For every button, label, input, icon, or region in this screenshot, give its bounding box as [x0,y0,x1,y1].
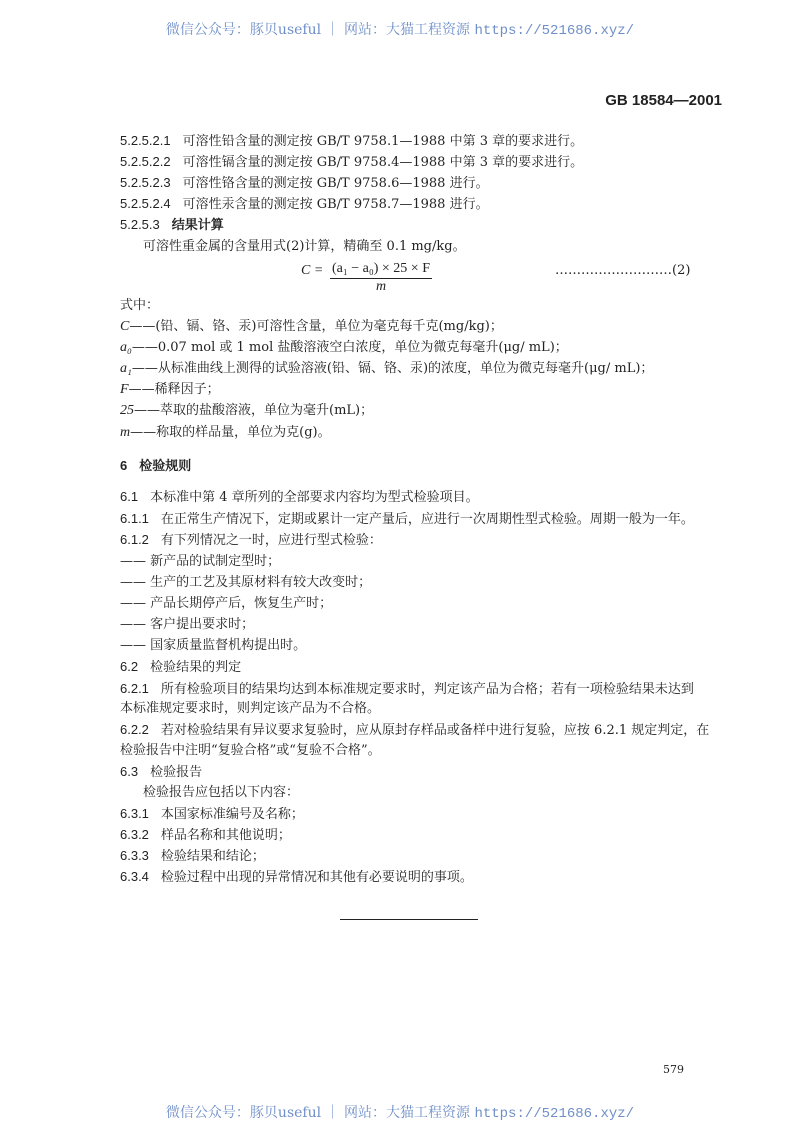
variable-symbol: a₀ [120,340,132,355]
variable-symbol: C [120,319,130,334]
formula-label: ………………………(2) [555,263,691,278]
clause-text: 可溶性铅含量的测定按 GB/T 9758.1—1988 中第 3 章的要求进行。 [182,134,584,149]
watermark-bottom [0,1102,800,1122]
variable-definition: ——萃取的盐酸溶液，单位为毫升(mL)； [134,403,374,418]
variable-symbol: a₁ [120,361,132,376]
clause-number: 6.1.2 [120,532,149,547]
text-line [120,340,568,356]
end-rule [340,919,478,920]
clause-number: 6.3.4 [120,869,149,884]
clause-number: 5.2.5.3 [120,217,160,232]
variable-symbol: m [120,425,131,440]
clause-text: 本标准规定要求时，则判定该产品为不合格。 [120,701,381,716]
watermark-url[interactable]: https://521686.xyz/ [474,23,635,39]
clause-number: 5.2.5.2.1 [120,133,171,148]
text-line [120,806,304,823]
text-line [120,659,241,676]
variable-symbol: 25 [120,403,134,418]
list-item: —— 生产的工艺及其原材料有较大改变时； [120,575,372,590]
clause-text: 检验结果和结论； [160,849,265,864]
text-line [120,575,371,591]
text-line [120,596,332,612]
clause-text: 可溶性铬含量的测定按 GB/T 9758.6—1988 进行。 [182,176,489,191]
text-line [120,764,202,781]
watermark-text: 微信公众号：豚贝useful ｜ 网站：大猫工程资源 [165,1105,475,1121]
clause-text: 检验报告 [150,765,203,780]
clause-number: 5.2.5.2.3 [120,175,171,190]
watermark-top [0,19,800,39]
clause-text: 可溶性镉含量的测定按 GB/T 9758.4—1988 中第 3 章的要求进行。 [182,155,584,170]
text-line [143,239,466,255]
text-line [120,298,159,314]
formula-denominator: m [375,279,387,294]
clause-number: 5.2.5.2.2 [120,154,171,169]
variable-definition: ——0.07 mol 或 1 mol 盐酸溶液空白浓度，单位为微克每毫升(μg/ mL)； [131,340,568,355]
list-item: —— 国家质量监督机构提出时。 [120,638,307,653]
clause-text: 本国家标准编号及名称； [160,807,304,822]
section-title: 检验规则 [139,459,192,474]
text-line [120,617,254,633]
standard-number-header: GB 18584—2001 [605,92,722,109]
text-line [120,511,694,528]
clause-number: 5.2.5.2.4 [120,196,171,211]
variable-definition: ——稀释因子； [128,382,220,397]
text-line [120,681,694,698]
formula-numerator: (a₁ − a₀) × 25 × F [330,261,432,279]
clause-text: 若对检验结果有异议要求复验时，应从原封存样品或备样中进行复验，应按 6.2.1 规定判定，在 [160,723,710,738]
text-line [120,175,489,192]
intro-text: 可溶性重金属的含量用式(2)计算，精确至 0.1 mg/kg。 [143,239,466,254]
clause-text: 检验过程中出现的异常情况和其他有必要说明的事项。 [160,870,473,885]
text-line [120,827,291,844]
clause-number: 6.2.2 [120,722,149,737]
text-line [120,743,381,759]
clause-text: 检验报告中注明“复验合格”或“复验不合格”。 [120,743,381,758]
formula-fraction [330,261,432,295]
clause-number: 6.3.2 [120,827,149,842]
clause-text: 结果计算 [171,218,224,233]
text-line [120,869,473,886]
text-line [120,196,489,213]
clause-text: 样品名称和其他说明； [160,828,291,843]
clause-number: 6.2 [120,659,139,674]
text-line [120,554,280,570]
variable-definition: ——从标准曲线上测得的试验溶液(铅、镉、铬、汞)的浓度，单位为微克每毫升(μg/ mL)； [131,361,654,376]
variable-symbol: F [120,382,129,397]
text-line [120,701,380,717]
text-line [120,361,653,377]
clause-number: 6.1.1 [120,511,149,526]
text-line [120,382,220,398]
text-line [120,425,331,441]
text-line [120,532,382,549]
clause-number: 6.3.1 [120,806,149,821]
clause-text: 可溶性汞含量的测定按 GB/T 9758.7—1988 进行。 [182,197,489,212]
report-intro: 检验报告应包括以下内容： [143,785,300,800]
text-line [120,848,265,865]
clause-text: 本标准中第 4 章所列的全部要求内容均为型式检验项目。 [150,490,479,505]
formula-lhs: C = [301,263,324,278]
clause-text: 检验结果的判定 [150,660,242,675]
clause-text: 所有检验项目的结果均达到本标准规定要求时，判定该产品为合格；若有一项检验结果未达到 [160,682,694,697]
text-line [120,489,479,506]
text-line [120,458,191,475]
text-line [143,785,299,801]
text-line [120,722,709,739]
clause-number: 6.3 [120,764,139,779]
watermark-url[interactable]: https://521686.xyz/ [474,1106,635,1122]
watermark-text: 微信公众号：豚贝useful ｜ 网站：大猫工程资源 [165,22,475,38]
clause-number: 6.2.1 [120,681,149,696]
text-line [120,638,306,654]
where-label: 式中： [120,298,160,313]
section-number: 6 [120,458,128,473]
list-item: —— 新产品的试制定型时； [120,554,281,569]
list-item: —— 产品长期停产后，恢复生产时； [120,596,333,611]
text-line [120,403,373,419]
text-line [120,319,503,335]
clause-number: 6.3.3 [120,848,149,863]
variable-definition: ——(铅、镉、铬、汞)可溶性含量，单位为毫克每千克(mg/kg)； [129,319,503,334]
text-line [120,154,583,171]
text-line [120,133,583,150]
page-number: 579 [663,1063,684,1076]
clause-text: 有下列情况之一时，应进行型式检验： [160,533,382,548]
list-item: —— 客户提出要求时； [120,617,255,632]
clause-number: 6.1 [120,489,139,504]
clause-text: 在正常生产情况下，定期或累计一定产量后，应进行一次周期性型式检验。周期一般为一年。 [160,512,694,527]
text-line [120,217,224,234]
variable-definition: ——称取的样品量，单位为克(g)。 [130,425,331,440]
